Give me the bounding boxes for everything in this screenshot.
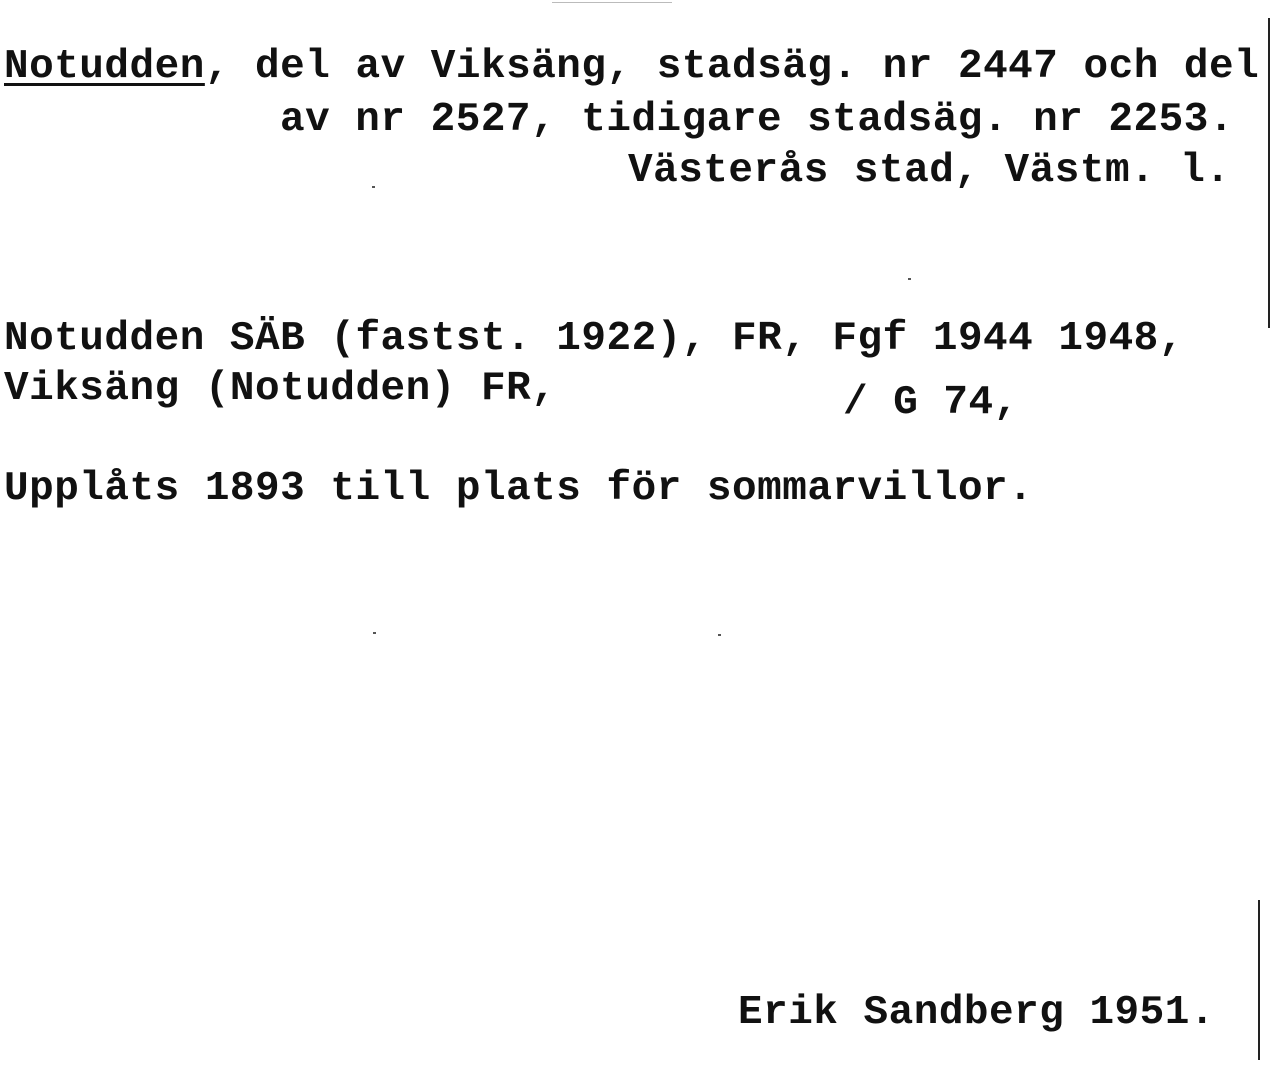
sources-line-1: Notudden SÄB (fastst. 1922), FR, Fgf 1944 1948,: [4, 316, 1184, 362]
signature: Erik Sandberg 1951.: [738, 990, 1215, 1036]
heading-line-3: Västerås stad, Västm. l.: [628, 148, 1231, 194]
heading-line-1-rest: , del av Viksäng, stadsäg. nr 2447 och del: [204, 44, 1260, 90]
scan-speck: [552, 2, 672, 3]
sources-line-2a: Viksäng (Notudden) FR,: [4, 366, 557, 412]
scan-speck: [908, 278, 911, 280]
heading-line-2: av nr 2527, tidigare stadsäg. nr 2253.: [280, 97, 1234, 143]
card-edge-top: [1268, 18, 1270, 328]
card-edge-bottom: [1258, 900, 1260, 1060]
heading-line-1: [4, 44, 1259, 90]
scan-speck: [373, 632, 376, 634]
place-name-title: Notudden: [4, 44, 205, 90]
scan-speck: [718, 634, 721, 636]
sources-line-2b: / G 74,: [843, 380, 1019, 426]
scan-speck: [372, 186, 375, 188]
note-line: Upplåts 1893 till plats för sommarvillor.: [4, 466, 1034, 512]
